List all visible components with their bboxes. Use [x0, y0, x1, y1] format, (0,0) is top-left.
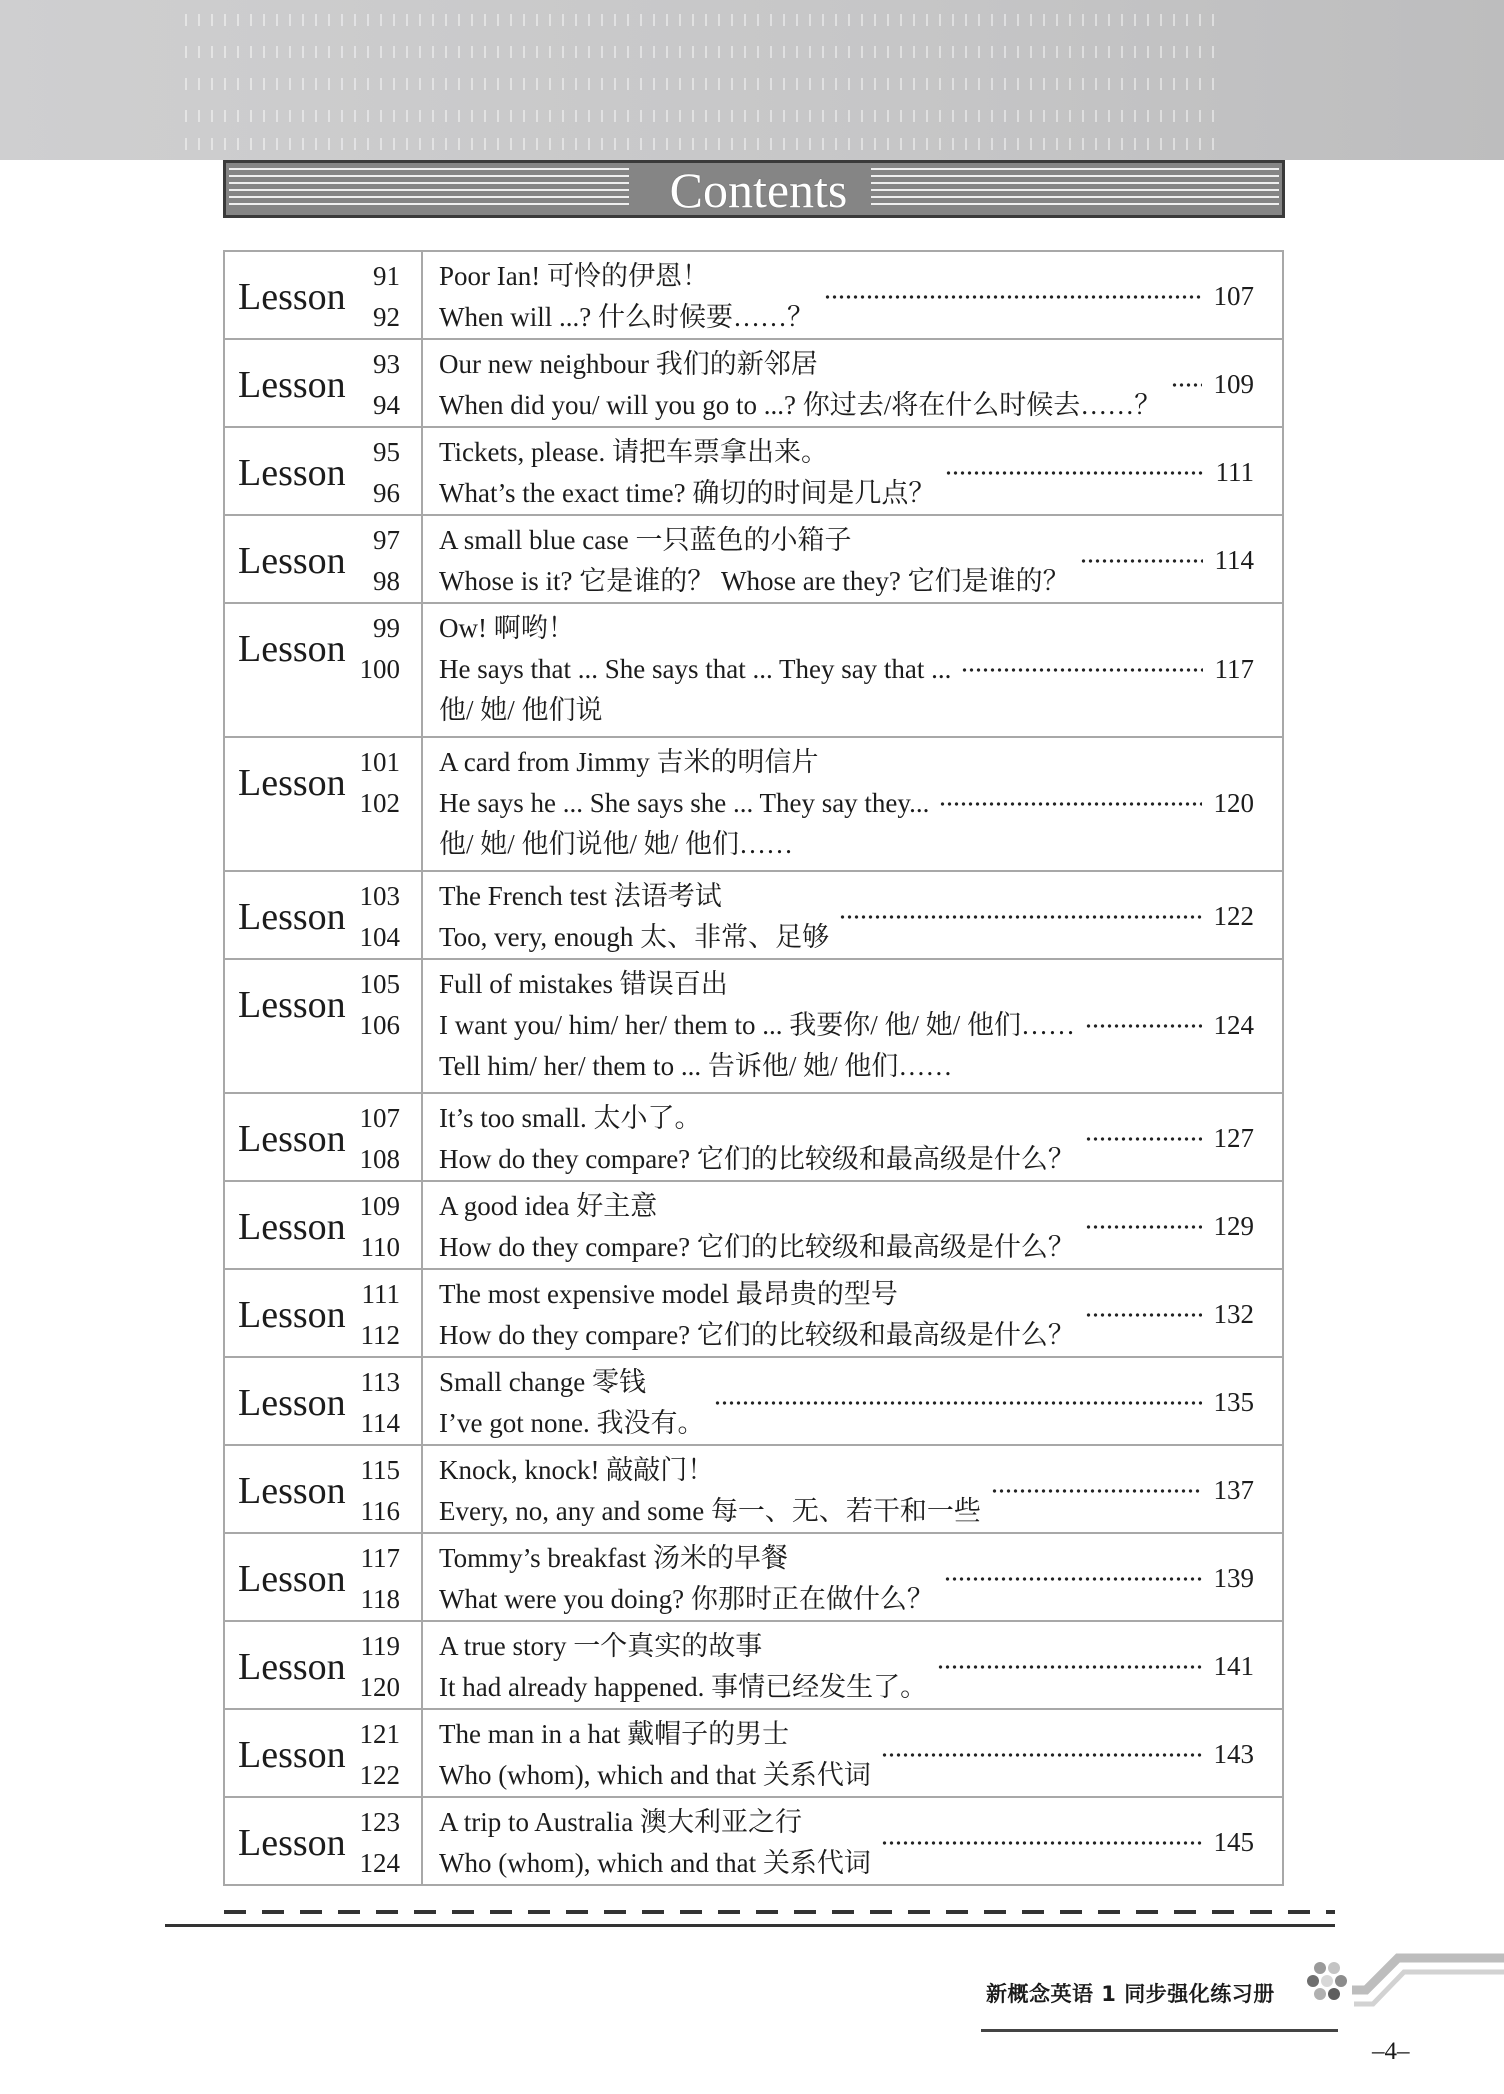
lesson-title-cell — [423, 1094, 1282, 1180]
lesson-title-line — [439, 1755, 1282, 1796]
lesson-title-text: Knock, knock! 敲敲门！ — [439, 1455, 715, 1485]
lesson-cell — [225, 516, 423, 602]
dot-leader — [1080, 558, 1203, 564]
band-pattern-row — [185, 14, 1225, 26]
page-reference: 132 — [1213, 1299, 1254, 1329]
page-reference: 127 — [1213, 1123, 1254, 1153]
dot-leader — [945, 470, 1203, 476]
lesson-title-line — [439, 1186, 1282, 1227]
toc-row — [225, 602, 1282, 736]
lesson-title-line — [439, 256, 1282, 297]
lesson-numbers — [360, 608, 401, 690]
lesson-title-cell — [423, 1798, 1282, 1884]
lesson-title-line — [439, 824, 1282, 865]
lesson-numbers — [361, 1274, 401, 1356]
lesson-title-text: How do they compare? 它们的比较级和最高级是什么？ — [439, 1320, 1075, 1350]
lesson-title-line — [439, 1626, 1282, 1667]
lesson-title-cell — [423, 604, 1282, 736]
lesson-title-line — [439, 1315, 1282, 1356]
lesson-number: 103 — [359, 881, 400, 911]
dot-leader — [937, 1664, 1201, 1670]
lesson-title-cell — [423, 1358, 1282, 1444]
lesson-title-cell — [423, 1270, 1282, 1356]
toc-row — [225, 1796, 1282, 1884]
toc-row — [225, 958, 1282, 1092]
lesson-number: 102 — [359, 788, 400, 818]
lesson-label: Lesson — [238, 364, 346, 406]
page-reference: 111 — [1215, 457, 1254, 487]
page-reference: 143 — [1213, 1739, 1254, 1769]
lesson-title-line — [439, 1227, 1282, 1268]
dot-leader — [881, 1840, 1202, 1846]
lesson-title-text: Too, very, enough 太、非常、足够 — [439, 922, 830, 952]
footer-circuit-line — [1354, 1972, 1504, 2004]
lesson-cell — [225, 872, 423, 958]
toc-row — [225, 1532, 1282, 1620]
lesson-number: 124 — [359, 1848, 400, 1878]
lesson-title-cell — [423, 1534, 1282, 1620]
contents-title-bar — [223, 160, 1285, 218]
toc-row — [225, 870, 1282, 958]
lesson-number: 101 — [359, 747, 400, 777]
lesson-title-text: Who (whom), which and that 关系代词 — [439, 1760, 871, 1790]
footer-underline — [981, 2029, 1338, 2032]
lesson-label: Lesson — [238, 628, 346, 670]
dot-leader — [961, 667, 1202, 673]
page-reference: 145 — [1213, 1827, 1254, 1857]
lesson-cell — [225, 738, 423, 870]
dot-leader — [1171, 382, 1201, 388]
band-pattern-row — [185, 46, 1225, 58]
lesson-number: 99 — [373, 613, 400, 643]
lesson-numbers — [361, 1362, 401, 1444]
lesson-label: Lesson — [238, 1118, 346, 1160]
lesson-title-line — [439, 1538, 1282, 1579]
page-reference: 124 — [1213, 1010, 1254, 1040]
lesson-title-text: Small change 零钱 — [439, 1367, 646, 1397]
lesson-title-text: A small blue case 一只蓝色的小箱子 — [439, 525, 852, 555]
lesson-title-text: Tickets, please. 请把车票拿出来。 — [439, 437, 828, 467]
lesson-numbers — [373, 432, 400, 514]
header-band — [0, 0, 1504, 160]
lesson-numbers — [361, 1538, 401, 1620]
lesson-label: Lesson — [238, 1822, 346, 1864]
lesson-numbers — [373, 344, 400, 426]
lesson-title-text: Who (whom), which and that 关系代词 — [439, 1848, 871, 1878]
lesson-number: 111 — [361, 1279, 400, 1309]
lesson-title-line — [439, 1843, 1282, 1884]
lesson-title-cell — [423, 252, 1282, 338]
lesson-number: 123 — [359, 1807, 400, 1837]
lesson-title-line — [439, 1139, 1282, 1180]
lesson-title-text: How do they compare? 它们的比较级和最高级是什么？ — [439, 1232, 1075, 1262]
dot-leader — [839, 914, 1201, 920]
lesson-numbers — [360, 964, 401, 1046]
lesson-title-text: How do they compare? 它们的比较级和最高级是什么？ — [439, 1144, 1075, 1174]
lesson-title-text: A good idea 好主意 — [439, 1191, 658, 1221]
lesson-label: Lesson — [238, 1734, 346, 1776]
lesson-title-text: The man in a hat 戴帽子的男士 — [439, 1719, 790, 1749]
lesson-label: Lesson — [238, 762, 346, 804]
lesson-title-line — [439, 964, 1282, 1005]
lesson-cell — [225, 252, 423, 338]
toc-row — [225, 252, 1282, 338]
page-reference: 114 — [1214, 545, 1254, 575]
lesson-numbers — [360, 1186, 401, 1268]
lesson-number: 96 — [373, 478, 400, 508]
lesson-title-line — [439, 473, 1282, 514]
lesson-title-line — [439, 297, 1282, 338]
toc-table — [223, 250, 1284, 1886]
lesson-title-line — [439, 385, 1282, 426]
lesson-title-text: Full of mistakes 错误百出 — [439, 969, 728, 999]
lesson-title-line — [439, 1491, 1282, 1532]
lesson-number: 98 — [373, 566, 400, 596]
lesson-number: 121 — [359, 1719, 400, 1749]
lesson-title-line — [439, 917, 1282, 958]
lesson-cell — [225, 1534, 423, 1620]
lesson-title-line — [439, 1274, 1282, 1315]
dashed-divider — [224, 1910, 1335, 1914]
lesson-title-cell — [423, 960, 1282, 1092]
lesson-number: 115 — [360, 1455, 400, 1485]
dot-leader — [824, 294, 1202, 300]
page-reference: 107 — [1213, 281, 1254, 311]
lesson-number: 116 — [360, 1496, 400, 1526]
lesson-title-line — [439, 1450, 1282, 1491]
lesson-title-text: Poor Ian! 可怜的伊恩！ — [439, 261, 709, 291]
lesson-title-line — [439, 520, 1282, 561]
lesson-title-text: 他/ 她/ 他们说 — [439, 695, 603, 725]
lesson-label: Lesson — [238, 984, 346, 1026]
lesson-number: 91 — [373, 261, 400, 291]
lesson-number: 119 — [360, 1631, 400, 1661]
lesson-number: 104 — [359, 922, 400, 952]
lesson-title-text: I’ve got none. 我没有。 — [439, 1408, 705, 1438]
lesson-number: 113 — [360, 1367, 400, 1397]
lesson-title-line — [439, 344, 1282, 385]
toc-row — [225, 426, 1282, 514]
lesson-title-text: He says he ... She says she ... They say they... — [439, 788, 930, 818]
lesson-cell — [225, 604, 423, 736]
band-pattern-row — [185, 110, 1225, 122]
lesson-number: 108 — [359, 1144, 400, 1174]
lesson-title-line — [439, 1802, 1282, 1843]
lesson-title-line — [439, 432, 1282, 473]
lesson-numbers — [360, 1626, 401, 1708]
lesson-title-line — [439, 1579, 1282, 1620]
dot-leader — [991, 1488, 1202, 1494]
lesson-title-text: When did you/ will you go to ...? 你过去/将在什么时候去……？ — [439, 390, 1162, 420]
lesson-cell — [225, 1094, 423, 1180]
lesson-numbers — [361, 1450, 401, 1532]
lesson-numbers — [360, 1802, 401, 1884]
lesson-numbers — [373, 256, 400, 338]
lesson-number: 112 — [360, 1320, 400, 1350]
toc-row — [225, 1620, 1282, 1708]
lesson-cell — [225, 1182, 423, 1268]
lesson-title-line — [439, 876, 1282, 917]
toc-row — [225, 1444, 1282, 1532]
band-pattern-row — [185, 78, 1225, 90]
lesson-number: 93 — [373, 349, 400, 379]
lesson-number: 114 — [360, 1408, 400, 1438]
page-reference: 129 — [1213, 1211, 1254, 1241]
lesson-title-text: 他/ 她/ 他们说他/ 她/ 他们…… — [439, 829, 794, 859]
lesson-numbers — [360, 1098, 401, 1180]
lesson-title-text: What were you doing? 你那时正在做什么？ — [439, 1584, 934, 1614]
lesson-label: Lesson — [238, 1382, 346, 1424]
lesson-title-text: It had already happened. 事情已经发生了。 — [439, 1672, 928, 1702]
lesson-label: Lesson — [238, 896, 346, 938]
lesson-number: 107 — [359, 1103, 400, 1133]
lesson-title-text: The French test 法语考试 — [439, 881, 722, 911]
lesson-label: Lesson — [238, 1558, 346, 1600]
dot-leader — [1085, 1136, 1202, 1142]
toc-row — [225, 1268, 1282, 1356]
lesson-title-line — [439, 742, 1282, 783]
lesson-numbers — [360, 742, 401, 824]
lesson-title-line — [439, 608, 1282, 649]
dot-leader — [881, 1752, 1202, 1758]
lesson-title-cell — [423, 1710, 1282, 1796]
lesson-title-line — [439, 1362, 1282, 1403]
lesson-cell — [225, 960, 423, 1092]
lesson-number: 110 — [360, 1232, 400, 1262]
page-reference: 135 — [1213, 1387, 1254, 1417]
lesson-label: Lesson — [238, 1646, 346, 1688]
dot-leader — [714, 1400, 1201, 1406]
page-reference: 137 — [1213, 1475, 1254, 1505]
lesson-title-cell — [423, 340, 1282, 426]
lesson-title-text: It’s too small. 太小了。 — [439, 1103, 702, 1133]
lesson-title-line — [439, 561, 1282, 602]
page-reference: 141 — [1213, 1651, 1254, 1681]
lesson-number: 92 — [373, 302, 400, 332]
lesson-title-text: When will ...? 什么时候要……？ — [439, 302, 814, 332]
toc-row — [225, 1708, 1282, 1796]
lesson-title-line — [439, 1667, 1282, 1708]
lesson-title-text: Tommy’s breakfast 汤米的早餐 — [439, 1543, 789, 1573]
page-reference: 122 — [1213, 901, 1254, 931]
dot-leader — [1085, 1023, 1202, 1029]
lesson-cell — [225, 1446, 423, 1532]
lesson-number: 105 — [359, 969, 400, 999]
lesson-title-text: He says that ... She says that ... They say that ... — [439, 654, 952, 684]
page-reference: 120 — [1213, 788, 1254, 818]
dot-leader — [1085, 1312, 1202, 1318]
lesson-title-text: Tell him/ her/ them to ... 告诉他/ 她/ 他们…… — [439, 1051, 953, 1081]
lesson-cell — [225, 1358, 423, 1444]
lesson-number: 95 — [373, 437, 400, 467]
lesson-title-text: Whose is it? 它是谁的？ Whose are they? 它们是谁的？ — [439, 566, 1070, 596]
solid-divider — [165, 1924, 1335, 1927]
toc-row — [225, 1180, 1282, 1268]
toc-row — [225, 1092, 1282, 1180]
lesson-number: 109 — [359, 1191, 400, 1221]
lesson-number: 100 — [359, 654, 400, 684]
page-reference: 117 — [1214, 654, 1254, 684]
toc-row — [225, 514, 1282, 602]
lesson-cell — [225, 1798, 423, 1884]
title-stripes-right — [871, 168, 1279, 210]
lesson-title-text: What’s the exact time? 确切的时间是几点？ — [439, 478, 936, 508]
lesson-numbers — [360, 1714, 401, 1796]
lesson-number: 106 — [359, 1010, 400, 1040]
lesson-label: Lesson — [238, 1470, 346, 1512]
lesson-number: 117 — [360, 1543, 400, 1573]
lesson-number: 122 — [359, 1760, 400, 1790]
lesson-label: Lesson — [238, 1294, 346, 1336]
lesson-numbers — [360, 876, 401, 958]
lesson-title-line — [439, 690, 1282, 731]
lesson-title-line — [439, 1714, 1282, 1755]
lesson-title-text: A true story 一个真实的故事 — [439, 1631, 763, 1661]
lesson-cell — [225, 1622, 423, 1708]
lesson-title-line — [439, 1403, 1282, 1444]
lesson-title-line — [439, 1098, 1282, 1139]
lesson-cell — [225, 428, 423, 514]
lesson-title-text: Ow! 啊哟！ — [439, 613, 575, 643]
page-reference: 109 — [1213, 369, 1254, 399]
lesson-number: 94 — [373, 390, 400, 420]
dot-leader — [1085, 1224, 1202, 1230]
lesson-title-text: A card from Jimmy 吉米的明信片 — [439, 747, 819, 777]
lesson-title-text: Our new neighbour 我们的新邻居 — [439, 349, 818, 379]
lesson-title-text: A trip to Australia 澳大利亚之行 — [439, 1807, 802, 1837]
footer-circuit-line — [1352, 1958, 1504, 1990]
lesson-number: 97 — [373, 525, 400, 555]
page-number: –4– — [1372, 2038, 1410, 2065]
lesson-title-cell — [423, 1182, 1282, 1268]
band-pattern-row — [185, 138, 1225, 150]
book-title: 新概念英语 1 同步强化练习册 — [986, 1982, 1275, 2006]
lesson-numbers — [373, 520, 400, 602]
dot-leader — [939, 801, 1201, 807]
title-stripes-left — [229, 168, 629, 210]
dot-leader — [944, 1576, 1202, 1582]
toc-row — [225, 338, 1282, 426]
lesson-cell — [225, 1710, 423, 1796]
lesson-title-text: I want you/ him/ her/ them to ... 我要你/ 他/ 她/ 他们…… — [439, 1010, 1075, 1040]
lesson-title-text: The most expensive model 最昂贵的型号 — [439, 1279, 898, 1309]
lesson-title-text: Every, no, any and some 每一、无、若干和一些 — [439, 1496, 981, 1526]
lesson-title-cell — [423, 516, 1282, 602]
lesson-title-cell — [423, 872, 1282, 958]
lesson-label: Lesson — [238, 452, 346, 494]
page-reference: 139 — [1213, 1563, 1254, 1593]
lesson-cell — [225, 340, 423, 426]
lesson-label: Lesson — [238, 1206, 346, 1248]
lesson-title-line — [439, 1046, 1282, 1087]
lesson-title-cell — [423, 1446, 1282, 1532]
lesson-label: Lesson — [238, 276, 346, 318]
toc-row — [225, 736, 1282, 870]
lesson-label: Lesson — [238, 540, 346, 582]
lesson-title-cell — [423, 738, 1282, 870]
lesson-title-cell — [423, 1622, 1282, 1708]
lesson-title-cell — [423, 428, 1282, 514]
lesson-number: 118 — [360, 1584, 400, 1614]
toc-row — [225, 1356, 1282, 1444]
dot-cluster-icon — [1307, 1962, 1347, 2000]
lesson-cell — [225, 1270, 423, 1356]
page-title: Contents — [669, 162, 848, 218]
lesson-number: 120 — [359, 1672, 400, 1702]
